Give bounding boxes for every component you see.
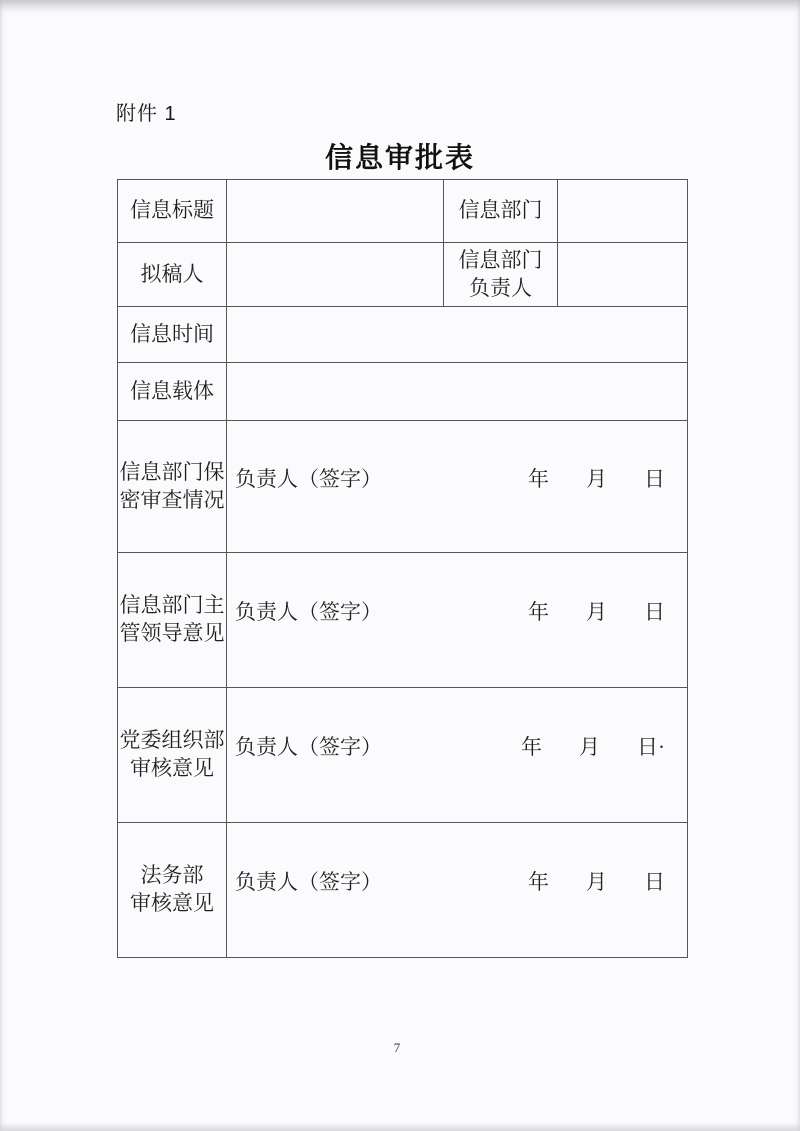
row-label xyxy=(118,688,227,823)
table-row xyxy=(118,307,688,363)
row-label-line: 信息部门保 xyxy=(119,459,225,484)
date-placeholders xyxy=(528,466,665,494)
table-row xyxy=(118,553,688,688)
date-month: 月 xyxy=(586,870,607,895)
value-cell xyxy=(558,180,688,243)
row-label: 信息时间 xyxy=(118,307,227,363)
row-label-line: 审核意见 xyxy=(130,891,214,915)
value-cell xyxy=(558,243,688,307)
table-row xyxy=(118,363,688,421)
signature-cell xyxy=(227,421,688,553)
row-label xyxy=(444,243,558,307)
signature-line xyxy=(227,466,687,508)
signature-cell xyxy=(227,553,688,688)
row-label-line: 负责人 xyxy=(469,275,532,300)
signature-cell xyxy=(227,688,688,823)
date-placeholders xyxy=(521,734,665,762)
row-label-line: 党委组织部 xyxy=(119,728,225,753)
date-month: 月 xyxy=(586,600,607,625)
signature-line xyxy=(227,869,687,911)
row-label xyxy=(118,421,227,553)
row-label xyxy=(118,823,227,958)
date-day: 日· xyxy=(637,735,665,760)
row-label-line: 密审查情况 xyxy=(119,487,225,512)
row-label: 信息载体 xyxy=(118,363,227,421)
date-placeholders xyxy=(528,599,665,627)
date-month: 月 xyxy=(586,466,607,491)
row-label-line: 审核意见 xyxy=(130,756,214,780)
value-cell xyxy=(227,363,688,421)
table-row xyxy=(118,421,688,553)
table-row xyxy=(118,823,688,958)
signature-cell xyxy=(227,823,688,958)
signer-label: 负责人（签字） xyxy=(235,870,382,895)
attachment-label: 附件 1 xyxy=(116,103,177,125)
date-placeholders xyxy=(528,869,665,897)
row-label-line: 法务部 xyxy=(140,863,204,888)
table-row xyxy=(118,688,688,823)
signer-label: 负责人（签字） xyxy=(235,600,382,625)
signer-label: 负责人（签字） xyxy=(235,735,382,760)
value-cell xyxy=(227,307,688,363)
row-label-line: 信息部门主 xyxy=(119,593,225,618)
table-row xyxy=(118,243,688,307)
form-title: 信息审批表 xyxy=(324,142,475,173)
value-cell xyxy=(227,243,444,307)
date-day: 日 xyxy=(644,600,665,625)
page-number: 7 xyxy=(393,1040,401,1055)
signature-line xyxy=(227,599,687,641)
date-year: 年 xyxy=(528,600,549,625)
row-label xyxy=(118,553,227,688)
row-label: 信息标题 xyxy=(118,180,227,243)
row-label: 拟稿人 xyxy=(118,243,227,307)
approval-table xyxy=(117,179,688,958)
row-label: 信息部门 xyxy=(444,180,558,243)
date-month: 月 xyxy=(579,735,600,760)
date-day: 日 xyxy=(644,466,665,491)
date-year: 年 xyxy=(528,466,549,491)
date-year: 年 xyxy=(528,870,549,895)
date-day: 日 xyxy=(644,870,665,895)
date-year: 年 xyxy=(521,735,542,760)
signature-line xyxy=(227,734,687,776)
table-row xyxy=(118,180,688,243)
row-label-line: 管领导意见 xyxy=(119,621,225,645)
value-cell xyxy=(227,180,444,243)
row-label-line: 信息部门 xyxy=(458,247,543,272)
signer-label: 负责人（签字） xyxy=(235,466,382,491)
